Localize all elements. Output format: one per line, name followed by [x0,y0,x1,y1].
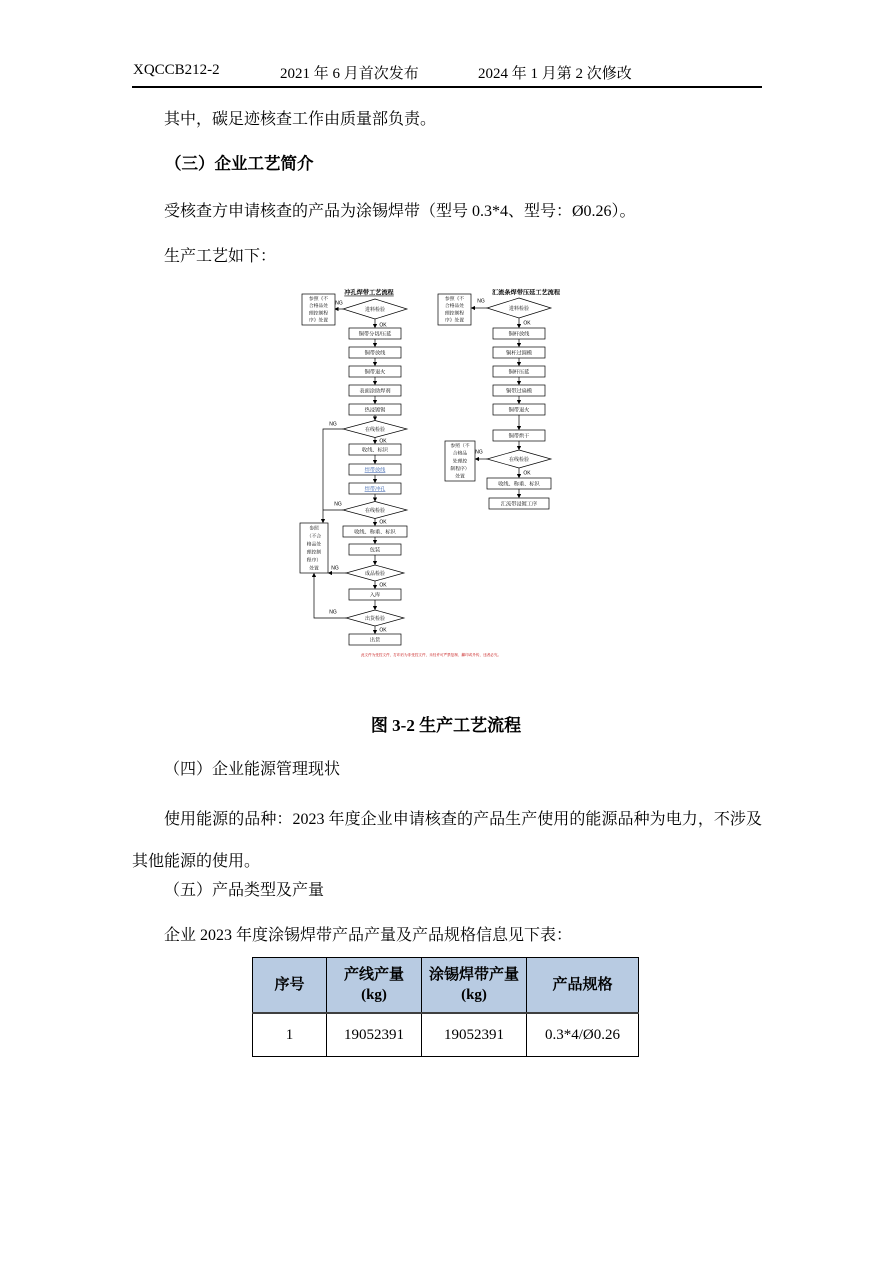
flow-ref-line: 处置 [455,474,465,480]
flow-ng-ok-label: OK [379,438,387,445]
flow-box-label: 铜带退火 [508,407,530,414]
section-heading-3: （三）企业工艺简介 [165,154,314,173]
table-header-cell: 产线产量 (kg) [327,958,422,1014]
flow-connector [323,429,343,523]
flow-box-label: 包装 [369,547,381,554]
flow-box-label: 焊带放线 [364,467,386,474]
flow-ng-ok-label: NG [329,609,337,616]
table-cell: 0.3*4/Ø0.26 [527,1013,639,1057]
section-heading-4: （四）企业能源管理现状 [164,761,341,778]
flow-ref-line: 参照《不 [444,296,465,302]
flow-box-label: 出货 [369,637,381,644]
header-rule [132,86,762,88]
table-body [253,1013,639,1057]
flow-ng-ok-label: NG [475,449,483,456]
flow-diamond-label: 在线检验 [364,426,386,433]
flow-ref-line: 格品处 [306,542,322,548]
flow-box-label: 汇流带浸镀工序 [500,501,538,508]
flow-diamond-label: 进料检验 [364,306,386,313]
flow-ng-ok-label: NG [477,298,485,305]
flow-ref-line: 合格品处 [308,304,329,310]
flow-diamond-label: 出货检验 [364,615,386,622]
flow-ref-line: 序》处置 [308,318,329,324]
table-cell: 19052391 [422,1013,527,1057]
paragraph-responsibility: 其中，碳足迹核查工作由质量部负责。 [164,111,437,128]
flow-box-label: 表面涂助焊剂 [359,388,391,395]
flow-box-label: 铜杆放线 [508,331,530,338]
flow-ref-line: 理控制程 [444,311,465,317]
flow-ng-ok-label: OK [379,627,387,634]
flow-box-label: 入库 [369,592,381,599]
flow-ref-line: （不合 [306,534,322,540]
flow-box-label: 铜杆压延 [508,369,530,376]
flow-diamond-label: 在线检验 [364,507,386,514]
flow-box-label: 铜杆过圆模 [506,350,532,357]
table-header [253,958,639,1014]
table-cell: 19052391 [327,1013,422,1057]
flow-title: 汇流条焊带压延工艺流程 [491,289,561,297]
flow-box-label: 铜带过扁模 [506,388,532,395]
paragraph-process-intro: 生产工艺如下： [164,248,277,265]
figure-caption: 图 3-2 生产工艺流程 [370,716,522,735]
revision-date: 2024 年 1 月第 2 次修改 [478,66,632,82]
flow-diamond-label: 进料检验 [508,305,530,312]
table-header-cell: 序号 [253,958,327,1014]
flow-ref-line: 程序） [306,558,322,564]
flow-box-label: 热浸镀锡 [364,407,386,414]
flow-ng-ok-label: OK [379,322,387,329]
flow-ref-line: 理控制程 [308,311,329,317]
table-row [253,1013,639,1057]
table-cell: 1 [253,1013,327,1057]
flow-box-label: 收线、称重、标识 [498,481,540,488]
flow-ng-ok-label: OK [379,582,387,589]
flow-ref-line: 处理控 [452,459,468,465]
flow-ref-line: 参照（不 [450,444,470,450]
table-header-cell: 涂锡焊带产量 (kg) [422,958,527,1014]
flow-ref-line: 合格品处 [444,304,465,310]
table-header-cell: 产品规格 [527,958,639,1014]
flow-ng-ok-label: OK [379,519,387,526]
paragraph-energy: 使用能源的品种：2023 年度企业申请核查的产品生产使用的能源品种为电力，不涉及其他能源的使用。 [132,811,762,870]
flow-ref-line: 制程序） [450,466,470,472]
flow-box-label: 收线、称重、标识 [354,529,396,536]
flow-ng-ok-label: OK [523,320,531,327]
flow-box-label: 铜带退火 [364,369,386,376]
flow-box-label: 铜带放线 [364,350,386,357]
flow-ng-ok-label: NG [329,421,337,428]
flow-footnote: 此文件为受控文件，打印后为非受控文件，未经许可严禁复制、翻印或外传，违者必究。 [360,652,502,657]
paragraph-table-intro: 企业 2023 年度涂锡焊带产品产量及产品规格信息见下表： [164,927,573,944]
flow-box-label: 铜带分切/压延 [358,331,392,338]
flow-ref-line: 理控制 [306,550,322,556]
flow-diamond-label: 在线检验 [508,456,530,463]
flow-ref-line: 参照 [309,526,319,532]
process-flowchart-svg [283,285,580,663]
first-issue-date: 2021 年 6 月首次发布 [280,66,419,82]
flow-ref-line: 参照《不 [308,296,329,302]
process-flowchart [283,285,580,663]
paragraph-product: 受核查方申请核查的产品为涂锡焊带（型号 0.3*4、型号：Ø0.26）。 [164,203,636,220]
doc-number: XQCCB212-2 [133,62,220,78]
flow-ref-line: 处置 [309,566,319,572]
flow-box-label: 焊带冲孔 [364,486,386,493]
flow-ref-line: 合格品 [452,451,468,457]
flow-box-label: 收线、标识 [362,447,388,454]
flow-diamond-label: 成品检验 [364,570,386,577]
flow-ng-ok-label: NG [334,501,342,508]
flow-ng-ok-label: OK [523,470,531,477]
section-heading-5: （五）产品类型及产量 [164,882,325,899]
flow-ng-ok-label: NG [335,300,343,307]
flow-ref-line: 序》处置 [444,318,465,324]
flow-title: 冲孔焊带工艺流程 [344,289,394,297]
flow-box-label: 铜带烘干 [508,433,530,440]
product-output-table [252,957,639,1057]
flow-ng-ok-label: NG [331,565,339,572]
